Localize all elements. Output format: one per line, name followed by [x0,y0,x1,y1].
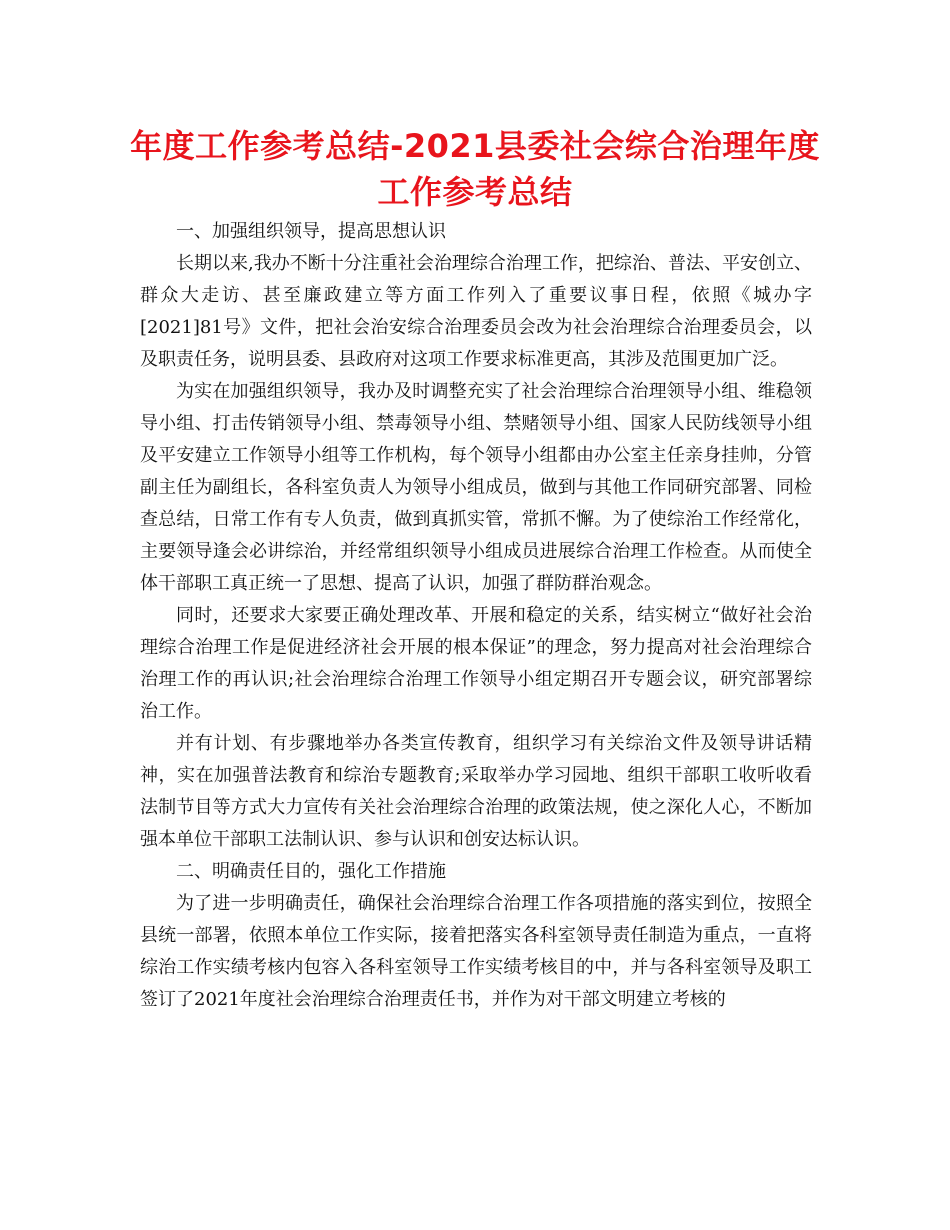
paragraph-1: 长期以来,我办不断十分注重社会治理综合治理工作，把综治、普法、平安创立、群众大走访、甚至廉政建立等方面工作列入了重要议事日程，依照《城办字[2021]81号》文件，把社会治安综合治理委员会改为社会治理综合治理委员会，以及职责任务，说明县委、县政府对这项工作要求标准更高，其涉及范围更加广泛。 [140,253,812,370]
section-heading-2: 二、明确责任目的，强化工作措施 [176,861,446,882]
section-heading-1: 一、加强组织领导，提高思想认识 [176,221,446,242]
paragraph-5: 为了进一步明确责任，确保社会治理综合治理工作各项措施的落实到位，按照全县统一部署，依照本单位工作实际，接着把落实各科室领导责任制造为重点，一直将综治工作实绩考核内包容入各科室领导工作实绩考核目的中，并与各科室领导及职工签订了2021年度社会治理综合治理责任书，并作为对干部文明建立考核的 [140,893,812,1010]
document-body [140,216,812,1016]
paragraph-4: 并有计划、有步骤地举办各类宣传教育，组织学习有关综治文件及领导讲话精神，实在加强普法教育和综治专题教育;采取举办学习园地、组织干部职工收听收看法制节目等方式大力宣传有关社会治理综合治理的政策法规，使之深化人心，不断加强本单位干部职工法制认识、参与认识和创安达标认识。 [140,733,812,850]
paragraph-2: 为实在加强组织领导，我办及时调整充实了社会治理综合治理领导小组、维稳领导小组、打击传销领导小组、禁毒领导小组、禁赌领导小组、国家人民防线领导小组及平安建立工作领导小组等工作机构，每个领导小组都由办公室主任亲身挂帅，分管副主任为副组长，各科室负责人为领导小组成员，做到与其他工作同研究部署、同检查总结，日常工作有专人负责，做到真抓实管，常抓不懈。为了使综治工作经常化，主要领导逢会必讲综治，并经常组织领导小组成员进展综合治理工作检查。从而使全体干部职工真正统一了思想、提高了认识，加强了群防群治观念。 [140,381,812,594]
document-title-line-1: 年度工作参考总结-2021县委社会综合治理年度 [130,127,820,165]
paragraph-3: 同时，还要求大家要正确处理改革、开展和稳定的关系，结实树立“做好社会治理综合治理工作是促进经济社会开展的根本保证”的理念，努力提高对社会治理综合治理工作的再认识;社会治理综合治理工作领导小组定期召开专题会议，研究部署综治工作。 [140,605,812,722]
document-title-line-2: 工作参考总结 [377,173,573,211]
